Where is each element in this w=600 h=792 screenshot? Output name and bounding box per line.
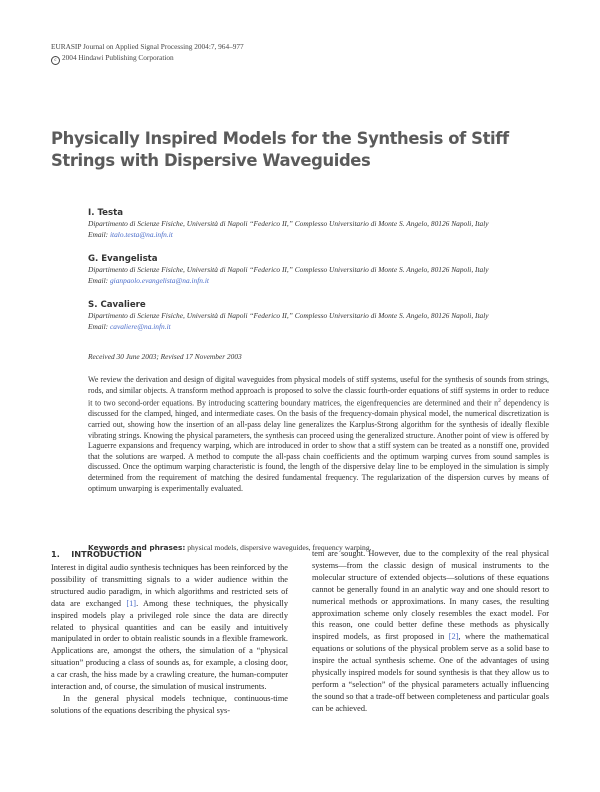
author-email-link[interactable]: cavaliere@na.infn.it [109, 321, 171, 331]
author-block [88, 253, 558, 286]
author-block [88, 299, 558, 332]
copyright-icon: c [51, 56, 60, 65]
copyright-line [51, 52, 244, 65]
abstract-text: We review the derivation and design of digital waveguides from physical models of stiff systems, useful for the synthesis of sounds from strings, rods, and similar objects. A transform method approach is proposed to solve the classic fourth-order equations of stiff systems in order to reduce it to two second-order equations. By introducing scattering boundary matrices, the eigenfrequencies are determined and their n [88, 375, 549, 408]
author-email-link[interactable]: gianpaolo.evangelista@na.infn.it [109, 275, 209, 285]
author-email-line [88, 276, 558, 287]
journal-line: EURASIP Journal on Applied Signal Processing 2004:7, 964–977 [51, 42, 244, 51]
left-column [51, 562, 288, 717]
abstract-superscript: 2 [498, 398, 501, 405]
author-block [88, 207, 558, 240]
intro-paragraph: In the general physical models technique, continuous-time solutions of the equations describing the physical sys- [51, 693, 288, 715]
email-label: Email: [88, 321, 109, 331]
right-column [312, 548, 549, 715]
author-name: G. Evangelista [88, 254, 158, 264]
intro-paragraph [312, 548, 549, 715]
paragraph-text: . Among these techniques, the physically inspired models play a privileged role since the data are directly related to physical quantities and can be easily and intuitively manipulated in order to obtain realistic sounds in a flexible framework. Applications are, amongst the others, the simulation of a “physical situation” producing a class of sounds as, for example, a closing door, a car crash, the hiss made by a crawling creature, the human-computer interaction and, of course, the simulation of musical instruments. [51, 598, 288, 692]
section-number: 1. [51, 549, 60, 559]
copyright-text: 2004 Hindawi Publishing Corporation [62, 53, 174, 62]
paper-title: Physically Inspired Models for the Synthesis of Stiff Strings with Dispersive Waveguides [51, 129, 509, 170]
author-name: S. Cavaliere [88, 300, 146, 310]
section-title: INTRODUCTION [71, 549, 142, 559]
abstract-text-continued: dependency is discussed for the clamped, hinged, and intermediate cases. On the basis of the frequency-domain physical model, the numerical discretization is carried out, showing how the insertion of an all-pass delay line generalizes the Karplus-Strong algorithm for the synthesis of ideally flexible vibrating strings. Knowing the physical parameters, the synthesis can proceed using the generalized structure. Another point of view is offered by Laguerre expansions and frequency warping, which are introduced in order to show that a stiff system can be treated as a nonstiff one, provided that the solutions are warped. A method to compute the all-pass chain coefficients and the optimum warping curves from sound samples is discussed. Once the optimum warping characteristic is found, the length of the dispersive delay line to be employed in the simulation is simply determined from the requirement of matching the desired fundamental frequency. The regularization of the dispersion curves by means of optimum unwarping is experimentally evaluated. [88, 398, 549, 493]
author-affiliation: Dipartimento di Scienze Fisiche, Università di Napoli “Federico II,” Complesso Universitario di Monte S. Angelo, 80126 Napoli, Italy [88, 265, 489, 274]
author-email-link[interactable]: italo.testa@na.infn.it [109, 229, 173, 239]
section-heading [51, 549, 142, 559]
author-email-line [88, 230, 558, 241]
citation-link[interactable]: [1] [126, 598, 137, 608]
author-name: I. Testa [88, 208, 124, 218]
keywords-text: physical models, dispersive waveguides, frequency warping. [185, 543, 372, 552]
paragraph-text: Interest in digital audio synthesis techniques has been reinforced by the possibility of transmitting signals to a wider audience within the structured audio paradigm, in which algorithms and restricted sets of data are exchanged [51, 563, 288, 608]
paragraph-text: tem are sought. However, due to the complexity of the real physical systems—from the classic design of musical instruments to the molecular structure of extended objects—solutions of these equations cannot be generally found in an analytic way and one should resort to numerical methods or approximations. In many cases, the resulting approximation scheme only closely resembles the exact model. For this reason, one could better define these methods as physically inspired models, as first proposed in [312, 549, 549, 642]
intro-paragraph [51, 562, 288, 693]
journal-header [51, 41, 244, 65]
author-affiliation: Dipartimento di Scienze Fisiche, Università di Napoli “Federico II,” Complesso Universitario di Monte S. Angelo, 80126 Napoli, Italy [88, 219, 489, 228]
email-label: Email: [88, 229, 109, 239]
author-email-line [88, 322, 558, 333]
received-dates: Received 30 June 2003; Revised 17 November 2003 [88, 352, 242, 361]
keywords-label: Keywords and phrases: [88, 543, 186, 552]
author-affiliation: Dipartimento di Scienze Fisiche, Università di Napoli “Federico II,” Complesso Universitario di Monte S. Angelo, 80126 Napoli, Italy [88, 311, 489, 320]
paragraph-text: , where the mathematical equations or solutions of the physical problem serve as a solid base to inspire the actual synthesis scheme. One of the advantages of using physically inspired models for sound synthesis is that they allow us to perform a “selection” of the physical parameters actually influencing the sound so that a trade-off between completeness and particular goals can be achieved. [312, 632, 549, 713]
citation-link[interactable]: [2] [448, 632, 459, 642]
email-label: Email: [88, 275, 109, 285]
abstract [88, 375, 549, 494]
